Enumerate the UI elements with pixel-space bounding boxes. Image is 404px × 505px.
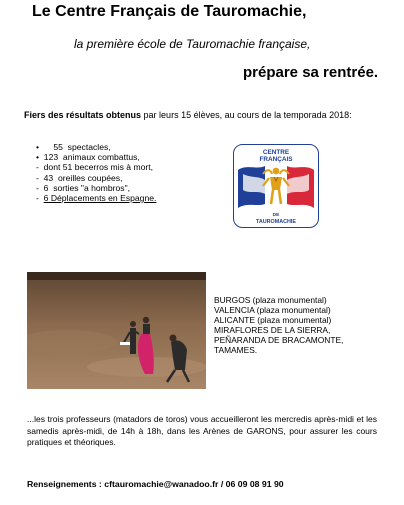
- list-bullet: •: [36, 142, 40, 152]
- results-list: [36, 142, 156, 203]
- list-item-text: dont 51 becerros mis à mort,: [43, 162, 154, 173]
- list-item: [36, 193, 156, 203]
- list-item: MIRAFLORES DE LA SIERRA,: [214, 325, 331, 335]
- list-item: [36, 152, 156, 162]
- list-item-text: 43 oreilles coupées,: [43, 172, 123, 183]
- list-item-text: 6 Déplacements en Espagne.: [43, 193, 157, 204]
- list-bullet: -: [36, 162, 39, 173]
- list-item: TAMAMES.: [214, 345, 258, 355]
- school-logo: [233, 144, 319, 228]
- page-subtitle: la première école de Tauromachie française,: [74, 37, 311, 51]
- results-intro: [24, 110, 352, 120]
- list-bullet: -: [36, 193, 39, 204]
- list-item: PEÑARANDA DE BRACAMONTE,: [214, 335, 344, 345]
- results-intro-rest: par leurs 15 élèves, au cours de la temporada 2018:: [141, 110, 352, 120]
- contact-line: Renseignements : cftauromachie@wanadoo.fr / 06 09 08 91 90: [27, 479, 284, 489]
- list-item: [36, 142, 156, 152]
- arena-photo: [27, 272, 206, 389]
- logo-text-tauromachie: TAUROMACHIE: [255, 219, 297, 225]
- list-item-text: 6 sorties "a hombros",: [43, 182, 131, 193]
- list-bullet: •: [36, 152, 40, 163]
- info-paragraph: ...les trois professeurs (matadors de toros) vous accueilleront les mercredis après-midi et les samedis après-midi, de 14h à 18h, dans les Arènes de GARONS, pour assurer les cours pratiques et théoriques.: [27, 414, 377, 447]
- list-item-text: 123 animaux combattus,: [43, 152, 140, 163]
- list-item: [36, 173, 156, 183]
- logo-text-centre: CENTRE: [262, 149, 290, 156]
- list-item: ALICANTE (plaza monumental): [214, 315, 332, 325]
- list-item: BURGOS (plaza monumental): [214, 295, 327, 305]
- list-bullet: -: [36, 182, 39, 193]
- list-item: [36, 183, 156, 193]
- places-list: [214, 295, 343, 355]
- logo-text-francais: FRANÇAIS: [259, 156, 293, 163]
- page-title: Le Centre Français de Tauromachie,: [32, 3, 307, 20]
- results-intro-bold: Fiers des résultats obtenus: [24, 110, 142, 120]
- page-tagline: prépare sa rentrée.: [243, 64, 379, 81]
- list-bullet: -: [36, 172, 39, 183]
- list-item: VALENCIA (plaza monumental): [214, 305, 331, 315]
- list-item: [36, 162, 156, 172]
- list-item-text: 55 spectacles,: [53, 142, 111, 152]
- logo-text-de: DE: [272, 213, 280, 218]
